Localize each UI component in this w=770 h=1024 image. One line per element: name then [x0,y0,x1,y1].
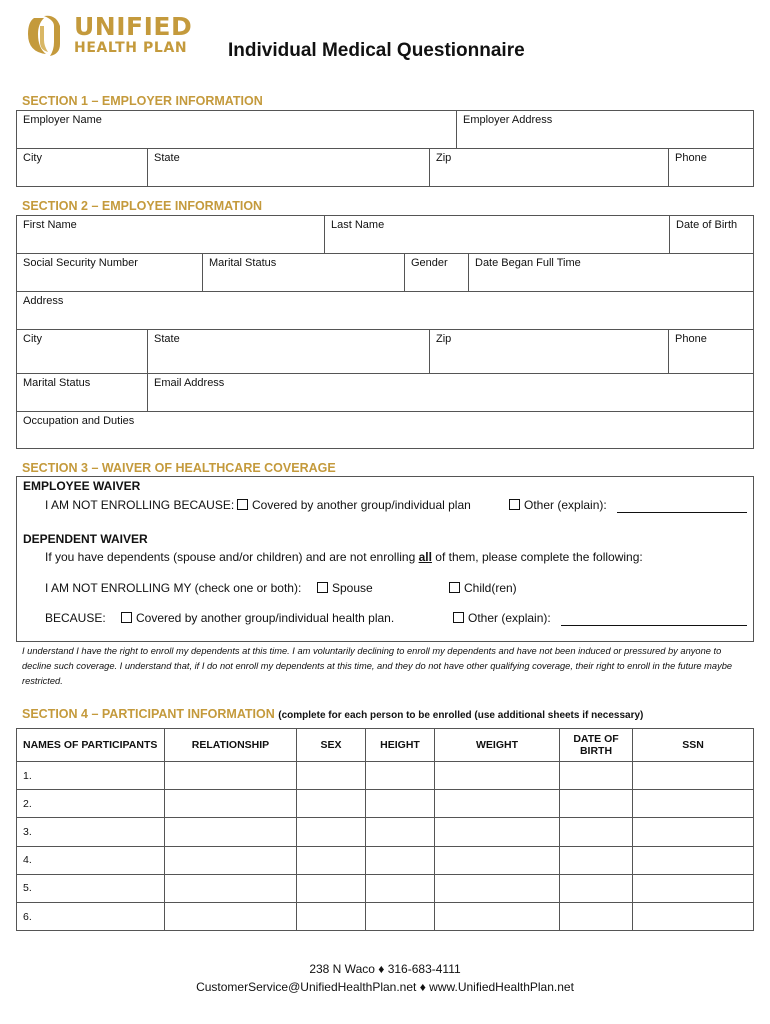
table-cell[interactable] [297,818,366,846]
dependent-waiver-heading: DEPENDENT WAIVER [23,532,148,546]
column-header: RELATIONSHIP [165,729,297,762]
occupation-label: Occupation and Duties [23,415,135,427]
covered-health-label: Covered by another group/individual health plan. [136,611,395,625]
because-label: BECAUSE: [45,611,106,625]
employer-name-field[interactable] [17,111,457,149]
other-explain-option[interactable] [509,498,607,512]
gender-label: Gender [411,257,448,269]
date-of-birth-field[interactable] [670,216,753,254]
zip-label: Zip [436,333,452,345]
table-cell[interactable] [165,902,297,930]
row-number[interactable]: 5. [17,874,165,902]
checkbox-icon[interactable] [453,612,464,623]
first-name-label: First Name [23,219,77,231]
employer-address-field[interactable] [457,111,753,149]
employee-zip-field[interactable] [430,330,669,374]
table-cell[interactable] [435,874,560,902]
table-cell[interactable] [435,902,560,930]
page-title: Individual Medical Questionnaire [228,40,525,61]
dep-instructions-emphasis: all [418,550,432,564]
table-cell[interactable] [297,790,366,818]
marital-status-label: Marital Status [209,257,277,269]
dep-instructions-part: If you have dependents (spouse and/or children) and are not enrolling [45,550,419,564]
section2-title: SECTION 2 – EMPLOYEE INFORMATION [22,199,263,213]
row-number[interactable]: 2. [17,790,165,818]
children-option[interactable] [449,581,517,595]
row-number[interactable]: 6. [17,902,165,930]
spouse-option[interactable] [317,581,373,595]
checkbox-icon[interactable] [509,499,520,510]
logo-mark-icon [26,12,70,58]
table-cell[interactable] [297,874,366,902]
employer-city-field[interactable] [17,149,148,186]
table-cell[interactable] [435,790,560,818]
city-label: City [23,333,42,345]
last-name-label: Last Name [331,219,385,231]
table-row [17,790,754,818]
other-explain-label: Other (explain): [524,498,607,512]
table-cell[interactable] [297,902,366,930]
table-cell[interactable] [560,846,633,874]
employer-name-label: Employer Name [23,114,102,126]
dep-instructions-part: of them, please complete the following: [431,550,643,564]
table-header-row [17,729,754,762]
table-cell[interactable] [633,902,754,930]
column-header: NAMES OF PARTICIPANTS [17,729,165,762]
gender-field[interactable] [405,254,469,292]
table-cell[interactable] [366,846,435,874]
covered-group-label: Covered by another group/individual plan [252,498,471,512]
employer-phone-field[interactable] [669,149,753,186]
participants-table [16,728,754,931]
state-label: State [154,333,180,345]
city-label: City [23,152,42,164]
company-logo [26,12,196,58]
table-cell[interactable] [165,846,297,874]
table-cell[interactable] [560,762,633,790]
table-cell[interactable] [560,902,633,930]
marital-status-field-2[interactable] [17,374,148,412]
table-row [17,902,754,930]
marital-status-label: Marital Status [23,377,91,389]
table-cell[interactable] [366,874,435,902]
table-cell[interactable] [165,818,297,846]
checkbox-icon[interactable] [121,612,132,623]
address-field[interactable] [17,292,753,330]
row-number[interactable]: 3. [17,818,165,846]
table-cell[interactable] [297,846,366,874]
spouse-label: Spouse [332,581,373,595]
phone-label: Phone [675,152,707,164]
table-cell[interactable] [366,762,435,790]
waiver-disclaimer: I understand I have the right to enroll my dependents at this time. I am voluntarily declining to enroll my dependents and have not been induced or pressured by anyone to decline such coverage. I understand that, if I do not enroll my dependents at this time, and they do not have other qualifying coverage, their right to enroll in the future maybe restricted. [22,646,733,686]
column-header: DATE OF BIRTH [560,729,633,762]
column-header: WEIGHT [435,729,560,762]
table-cell[interactable] [366,790,435,818]
employee-waiver-heading: EMPLOYEE WAIVER [23,479,141,493]
logo-subtitle: HEALTH PLAN [74,40,188,56]
column-header: SSN [633,729,754,762]
employee-phone-field[interactable] [669,330,753,374]
employee-city-field[interactable] [17,330,148,374]
children-label: Child(ren) [464,581,517,595]
table-cell[interactable] [560,818,633,846]
first-name-field[interactable] [17,216,325,254]
address-label: Address [23,295,64,307]
table-cell[interactable] [633,762,754,790]
other-explain-line-2[interactable] [561,625,747,626]
table-cell[interactable] [297,762,366,790]
section4-title-text: SECTION 4 – PARTICIPANT INFORMATION [22,707,275,721]
marital-status-field[interactable] [203,254,405,292]
checkbox-icon[interactable] [317,582,328,593]
employee-state-field[interactable] [148,330,430,374]
table-cell[interactable] [366,902,435,930]
table-cell[interactable] [633,874,754,902]
employer-zip-field[interactable] [430,149,669,186]
other-explain-label: Other (explain): [468,611,551,625]
other-explain-line[interactable] [617,512,747,513]
section4-title [22,707,643,721]
covered-group-option[interactable] [237,498,471,512]
not-enrolling-because-label: I AM NOT ENROLLING BECAUSE: [45,498,235,512]
column-header: HEIGHT [366,729,435,762]
ssn-field[interactable] [17,254,203,292]
footer-contact: CustomerService@UnifiedHealthPlan.net ♦ www.UnifiedHealthPlan.net [196,980,574,994]
section3-title: SECTION 3 – WAIVER OF HEALTHCARE COVERAGE [22,461,336,475]
row-number[interactable]: 1. [17,762,165,790]
email-field[interactable] [148,374,753,412]
employer-state-field[interactable] [148,149,430,186]
state-label: State [154,152,180,164]
table-row [17,818,754,846]
table-cell[interactable] [633,790,754,818]
date-began-label: Date Began Full Time [475,257,581,269]
table-cell[interactable] [633,818,754,846]
last-name-field[interactable] [325,216,670,254]
table-cell[interactable] [165,762,297,790]
not-enrolling-my-label: I AM NOT ENROLLING MY (check one or both): [45,581,302,595]
date-of-birth-label: Date of Birth [676,219,738,231]
employer-address-label: Employer Address [463,114,553,126]
logo-wordmark: UNIFIED [74,12,193,41]
occupation-field[interactable] [17,412,753,448]
ssn-label: Social Security Number [23,257,138,269]
employer-info-grid [16,110,754,187]
column-header: SEX [297,729,366,762]
table-row [17,846,754,874]
table-row [17,874,754,902]
email-label: Email Address [154,377,225,389]
employee-info-grid [16,215,754,449]
footer-address: 238 N Waco ♦ 316-683-4111 [309,962,461,976]
table-cell[interactable] [435,846,560,874]
table-cell[interactable] [165,874,297,902]
zip-label: Zip [436,152,452,164]
covered-health-option[interactable] [121,611,394,625]
table-cell[interactable] [633,846,754,874]
row-number[interactable]: 4. [17,846,165,874]
section4-note: (complete for each person to be enrolled (use additional sheets if necessary) [278,710,644,721]
table-cell[interactable] [435,818,560,846]
table-cell[interactable] [366,818,435,846]
phone-label: Phone [675,333,707,345]
other-explain-option-2[interactable] [453,611,551,625]
checkbox-icon[interactable] [449,582,460,593]
checkbox-icon[interactable] [237,499,248,510]
dependent-instructions [45,550,643,564]
table-cell[interactable] [435,762,560,790]
table-cell[interactable] [560,790,633,818]
date-began-field[interactable] [469,254,753,292]
table-cell[interactable] [560,874,633,902]
waiver-box [16,476,754,642]
section1-title: SECTION 1 – EMPLOYER INFORMATION [22,94,263,108]
table-row [17,762,754,790]
table-cell[interactable] [165,790,297,818]
